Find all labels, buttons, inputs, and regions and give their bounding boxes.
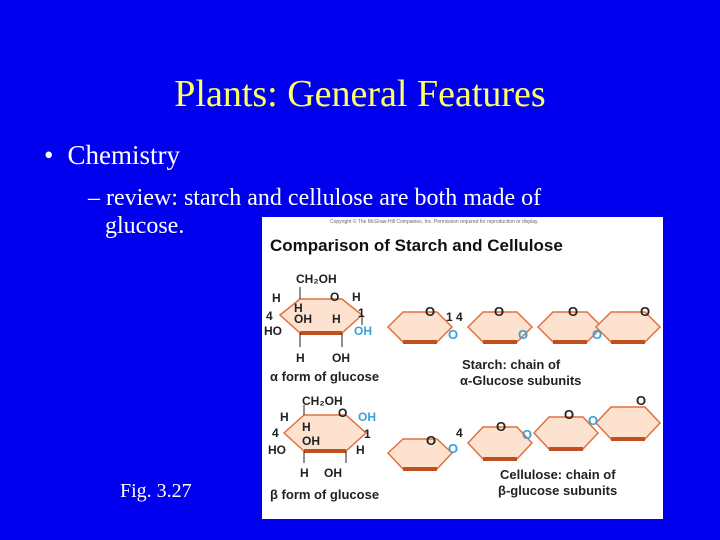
figure-caption: Fig. 3.27 [120, 480, 192, 502]
alpha-ho-label: HO [264, 324, 282, 338]
sub-bullet-line-1: – review: starch and cellulose are both made of [88, 185, 542, 211]
alpha-h-label: H [332, 312, 341, 326]
starch-link-1-4-label: 1 4 [446, 310, 463, 324]
alpha-anomeric-oh-label: OH [354, 324, 372, 338]
beta-glucose-structure [268, 394, 379, 502]
beta-h-label: H [300, 466, 309, 480]
figure-copyright: Copyright © The McGraw-Hill Companies, Inc. Permission required for reproduction or display. [330, 219, 539, 225]
sub-bullet-line-2: glucose. [105, 213, 185, 239]
alpha-ring-o-label: O [330, 290, 340, 304]
cellulose-link-4-label: 4 [456, 426, 463, 440]
beta-h-label: H [356, 443, 365, 457]
bullet-chemistry [44, 140, 180, 171]
bullet-symbol: • [44, 140, 54, 170]
beta-oh-label: OH [302, 434, 320, 448]
alpha-h-label: H [296, 351, 305, 365]
cellulose-link-o-label: O [588, 413, 599, 428]
slide-title: Plants: General Features [174, 73, 546, 115]
bullet-chemistry-text: Chemistry [67, 140, 180, 170]
starch-caption-line-1: Starch: chain of [462, 357, 561, 372]
cellulose-caption-line-1: Cellulose: chain of [500, 467, 616, 482]
cellulose-ring-o-label: O [426, 433, 437, 448]
beta-h-label: H [302, 420, 311, 434]
beta-form-caption: β form of glucose [270, 487, 380, 502]
beta-oh-label: OH [324, 466, 342, 480]
starch-ring-o-label: O [425, 304, 436, 319]
cellulose-ring-o-label: O [636, 393, 647, 408]
starch-caption-line-2: α-Glucose subunits [460, 373, 582, 388]
starch-ring-o-label: O [494, 304, 505, 319]
alpha-carbon-4-label: 4 [266, 309, 273, 323]
starch-chain [388, 304, 660, 388]
alpha-glucose-structure [264, 272, 379, 384]
cellulose-link-o-label: O [522, 427, 533, 442]
alpha-oh-label: OH [294, 312, 312, 326]
beta-carbon-4-label: 4 [272, 426, 279, 440]
cellulose-ring-o-label: O [564, 407, 575, 422]
starch-link-o-label: O [592, 327, 603, 342]
cellulose-ring-o-label: O [496, 419, 507, 434]
starch-link-o-label: O [518, 327, 529, 342]
starch-ring-o-label: O [640, 304, 651, 319]
cellulose-chain [388, 393, 660, 498]
starch-link-o-label: O [448, 327, 459, 342]
beta-h-label: H [280, 410, 289, 424]
beta-ho-label: HO [268, 443, 286, 457]
cellulose-caption-line-2: β-glucose subunits [498, 483, 618, 498]
alpha-h-label: H [272, 291, 281, 305]
alpha-h-label: H [352, 290, 361, 304]
beta-carbon-1-label: 1 [364, 427, 371, 441]
starch-cellulose-figure [262, 217, 663, 519]
starch-ring-o-label: O [568, 304, 579, 319]
alpha-oh-label: OH [332, 351, 350, 365]
beta-ch2oh-label: CH₂OH [302, 394, 343, 408]
cellulose-link-o-label: O [448, 441, 459, 456]
alpha-carbon-1-label: 1 [358, 306, 365, 320]
alpha-form-caption: α form of glucose [270, 369, 380, 384]
figure-heading: Comparison of Starch and Cellulose [270, 236, 563, 255]
beta-anomeric-oh-label: OH [358, 410, 376, 424]
alpha-h-label: H [294, 301, 303, 315]
alpha-ch2oh-label: CH₂OH [296, 272, 337, 286]
beta-ring-o-label: O [338, 406, 348, 420]
